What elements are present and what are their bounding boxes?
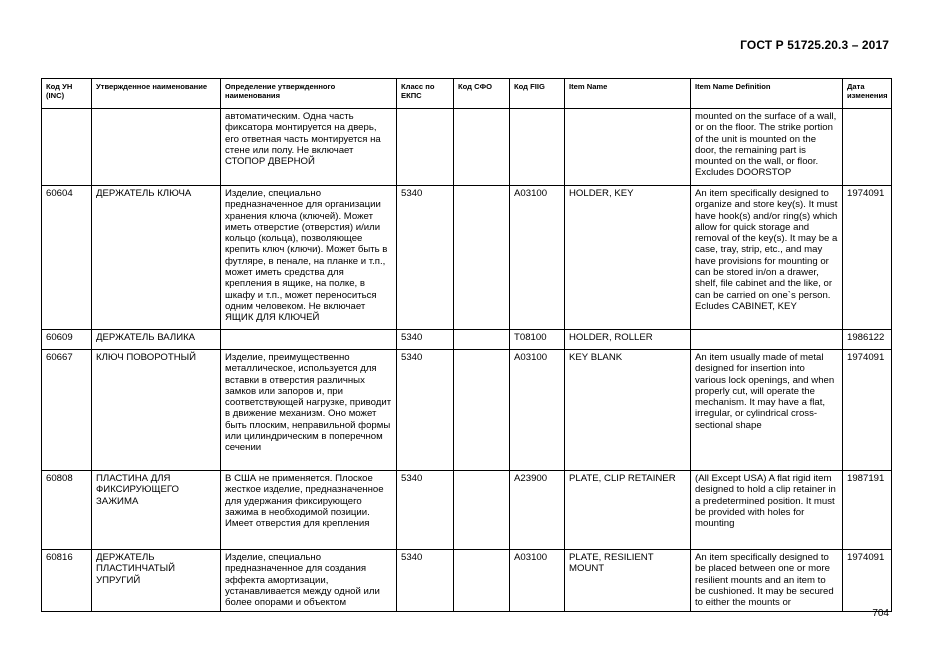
cell-name-ru: ДЕРЖАТЕЛЬ ВАЛИКА <box>92 330 221 350</box>
cell-fiig <box>510 109 565 186</box>
cell-definition-en: (All Except USA) A flat rigid item designed to hold a clip retainer in a predetermined position. It must be provided with holes for mounting <box>691 471 843 550</box>
cell-fiig: A03100 <box>510 186 565 330</box>
cell-fiig: A23900 <box>510 471 565 550</box>
header-change-date: Дата изменения <box>843 79 892 109</box>
cell-inc <box>42 109 92 186</box>
cell-inc: 60667 <box>42 350 92 471</box>
cell-class-ekps: 5340 <box>397 550 454 612</box>
table-header-row <box>42 79 892 109</box>
table-row <box>42 471 892 550</box>
cell-class-ekps: 5340 <box>397 350 454 471</box>
cell-class-ekps: 5340 <box>397 330 454 350</box>
cell-name-ru: КЛЮЧ ПОВОРОТНЫЙ <box>92 350 221 471</box>
table-row <box>42 550 892 612</box>
table-row <box>42 109 892 186</box>
cell-definition-ru: автоматическим. Одна часть фиксатора монтируется на дверь, его ответная часть монтируется на стене или полу. Не включает СТОПОР ДВЕРНОЙ <box>221 109 397 186</box>
cell-class-ekps: 5340 <box>397 186 454 330</box>
cell-class-ekps <box>397 109 454 186</box>
cell-code-sfo <box>454 186 510 330</box>
cell-name-ru: ДЕРЖАТЕЛЬ КЛЮЧА <box>92 186 221 330</box>
header-approved-definition: Определение утвержденного наименования <box>221 79 397 109</box>
catalog-table <box>41 78 892 612</box>
cell-code-sfo <box>454 550 510 612</box>
table-row <box>42 350 892 471</box>
cell-inc: 60808 <box>42 471 92 550</box>
cell-date <box>843 109 892 186</box>
cell-definition-en: An item specifically designed to organize and store key(s). It must have hook(s) and/or ring(s) which allow for quick storage and removal of the key(s). It may be a case, tray, strip, etc., and may have provisions for mounting or can be stored in/on a drawer, shelf, file cabinet and the like, or can be carried on one`s person. Ecludes CABINET, KEY <box>691 186 843 330</box>
cell-item-name <box>565 109 691 186</box>
header-approved-name: Утвержденное наименование <box>92 79 221 109</box>
page-number: 704 <box>872 608 889 619</box>
cell-item-name: KEY BLANK <box>565 350 691 471</box>
cell-date: 1986122 <box>843 330 892 350</box>
cell-inc: 60609 <box>42 330 92 350</box>
cell-definition-ru: В США не применяется. Плоское жесткое изделие, предназначенное для удержания фиксирующего зажима в необходимой позиции. Имеет отверстия для крепления <box>221 471 397 550</box>
cell-definition-ru: Изделие, специально предназначенное для организации хранения ключа (ключей). Может иметь отверстие (отверстия) и/или кольцо (кольца), позволяющее крепить ключ (ключи). Может быть в футляре, в пенале, на планке и т.п., может иметь средства для крепления в ящике, на полке, в шкафу и т.п., может переноситься одним человеком. Не включает ЯЩИК ДЛЯ КЛЮЧЕЙ <box>221 186 397 330</box>
cell-item-name: HOLDER, ROLLER <box>565 330 691 350</box>
cell-code-sfo <box>454 109 510 186</box>
cell-definition-ru <box>221 330 397 350</box>
cell-code-sfo <box>454 471 510 550</box>
cell-date: 1974091 <box>843 350 892 471</box>
cell-definition-en: An item specifically designed to be placed between one or more resilient mounts and an item to be cushioned. It may be secured to either the mounts or <box>691 550 843 612</box>
header-class-ekps: Класс по ЕКПС <box>397 79 454 109</box>
cell-fiig: A03100 <box>510 550 565 612</box>
cell-inc: 60816 <box>42 550 92 612</box>
header-item-name: Item Name <box>565 79 691 109</box>
cell-code-sfo <box>454 330 510 350</box>
cell-name-ru: ПЛАСТИНА ДЛЯ ФИКСИРУЮЩЕГО ЗАЖИМА <box>92 471 221 550</box>
cell-fiig: T08100 <box>510 330 565 350</box>
header-item-name-definition: Item Name Definition <box>691 79 843 109</box>
cell-fiig: A03100 <box>510 350 565 471</box>
header-code-sfo: Код СФО <box>454 79 510 109</box>
table-row <box>42 330 892 350</box>
cell-date: 1987191 <box>843 471 892 550</box>
header-code-fiig: Код FIIG <box>510 79 565 109</box>
cell-item-name: PLATE, CLIP RETAINER <box>565 471 691 550</box>
table-row <box>42 186 892 330</box>
cell-name-ru <box>92 109 221 186</box>
cell-item-name: HOLDER, KEY <box>565 186 691 330</box>
document-title: ГОСТ Р 51725.20.3 – 2017 <box>740 38 889 52</box>
cell-definition-ru: Изделие, преимущественно металлическое, используется для вставки в отверстия различных замков или запоров и, при соответствующей нагрузке, приводит в движение механизм. Оно может быть плоским, неправильной формы или цилиндрическим в поперечном сечении <box>221 350 397 471</box>
cell-name-ru: ДЕРЖАТЕЛЬ ПЛАСТИНЧАТЫЙ УПРУГИЙ <box>92 550 221 612</box>
cell-code-sfo <box>454 350 510 471</box>
cell-item-name: PLATE, RESILIENT MOUNT <box>565 550 691 612</box>
cell-date: 1974091 <box>843 550 892 612</box>
cell-definition-en: mounted on the surface of a wall, or on the floor. The strike portion of the unit is mounted on the door, the remaining part is mounted on the wall, or floor. Excludes DOORSTOP <box>691 109 843 186</box>
cell-class-ekps: 5340 <box>397 471 454 550</box>
cell-date: 1974091 <box>843 186 892 330</box>
cell-definition-ru: Изделие, специально предназначенное для создания эффекта амортизации, устанавливается между одной или более опорами и объектом <box>221 550 397 612</box>
cell-definition-en: An item usually made of metal designed for insertion into various lock openings, and when properly cut, will operate the mechanism. It may have a flat, irregular, or cylindrical cross-sectional shape <box>691 350 843 471</box>
cell-definition-en <box>691 330 843 350</box>
header-inc: Код УН (INC) <box>42 79 92 109</box>
cell-inc: 60604 <box>42 186 92 330</box>
